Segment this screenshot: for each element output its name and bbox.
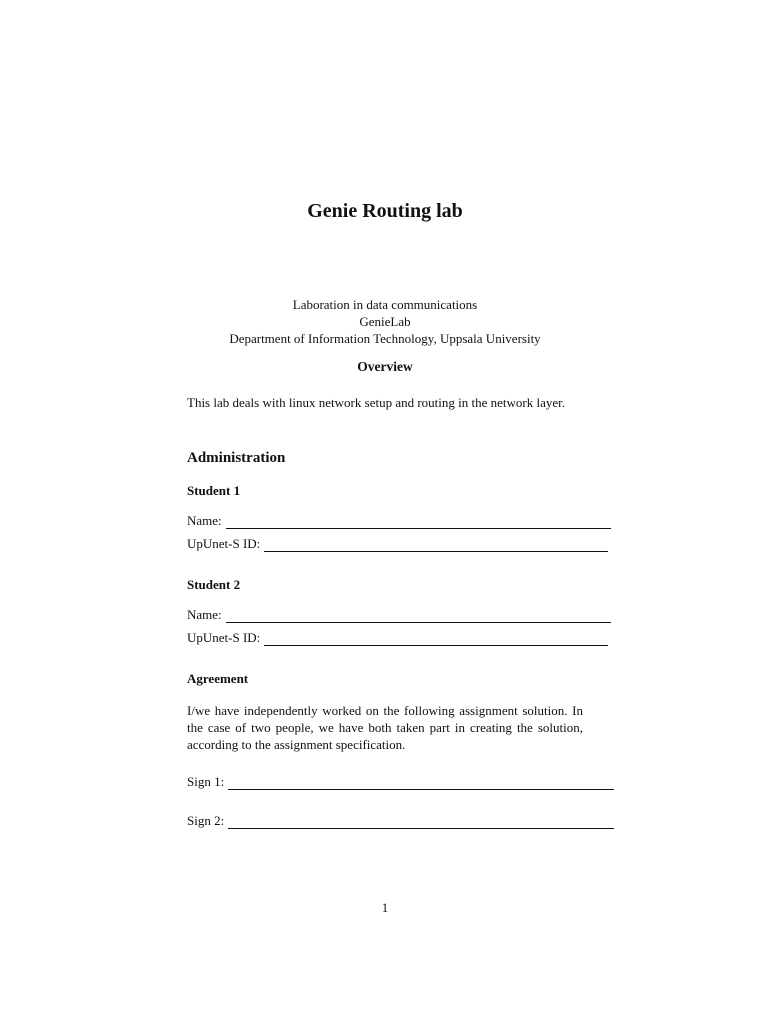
document-title: Genie Routing lab <box>307 200 463 222</box>
student2-id-field[interactable] <box>187 629 608 646</box>
sign1-field[interactable] <box>187 773 614 790</box>
student1-id-line[interactable] <box>264 538 608 552</box>
student2-heading: Student 2 <box>187 577 241 592</box>
student2-id-line[interactable] <box>264 632 608 646</box>
sign1-line[interactable] <box>228 776 614 790</box>
student2-name-line[interactable] <box>226 609 611 623</box>
student1-heading: Student 1 <box>187 483 241 498</box>
overview-heading: Overview <box>357 359 413 374</box>
sign2-field[interactable] <box>187 812 614 829</box>
subtitle-department: Department of Information Technology, Uppsala University <box>229 331 541 346</box>
student2-id-label: UpUnet-S ID: <box>187 630 261 645</box>
student1-name-label: Name: <box>187 513 222 528</box>
sign2-line[interactable] <box>228 815 614 829</box>
student1-name-line[interactable] <box>226 515 611 529</box>
student2-name-label: Name: <box>187 607 222 622</box>
subtitle-course: Laboration in data communications <box>292 297 478 312</box>
student2-name-field[interactable] <box>187 606 611 623</box>
agreement-text: I/we have independently worked on the following assignment solution. In the case of two people, we have both taken part in creating the solution, according to the assignment specification. <box>187 703 583 752</box>
page-number: 1 <box>381 900 389 915</box>
student1-id-field[interactable] <box>187 535 608 552</box>
sign2-label: Sign 2: <box>187 813 225 828</box>
administration-heading: Administration <box>187 450 286 466</box>
overview-text: This lab deals with linux network setup and routing in the network layer. <box>187 395 566 410</box>
agreement-heading: Agreement <box>187 671 249 686</box>
student1-name-field[interactable] <box>187 512 611 529</box>
sign1-label: Sign 1: <box>187 774 225 789</box>
student1-id-label: UpUnet-S ID: <box>187 536 261 551</box>
subtitle-lab: GenieLab <box>359 314 411 329</box>
